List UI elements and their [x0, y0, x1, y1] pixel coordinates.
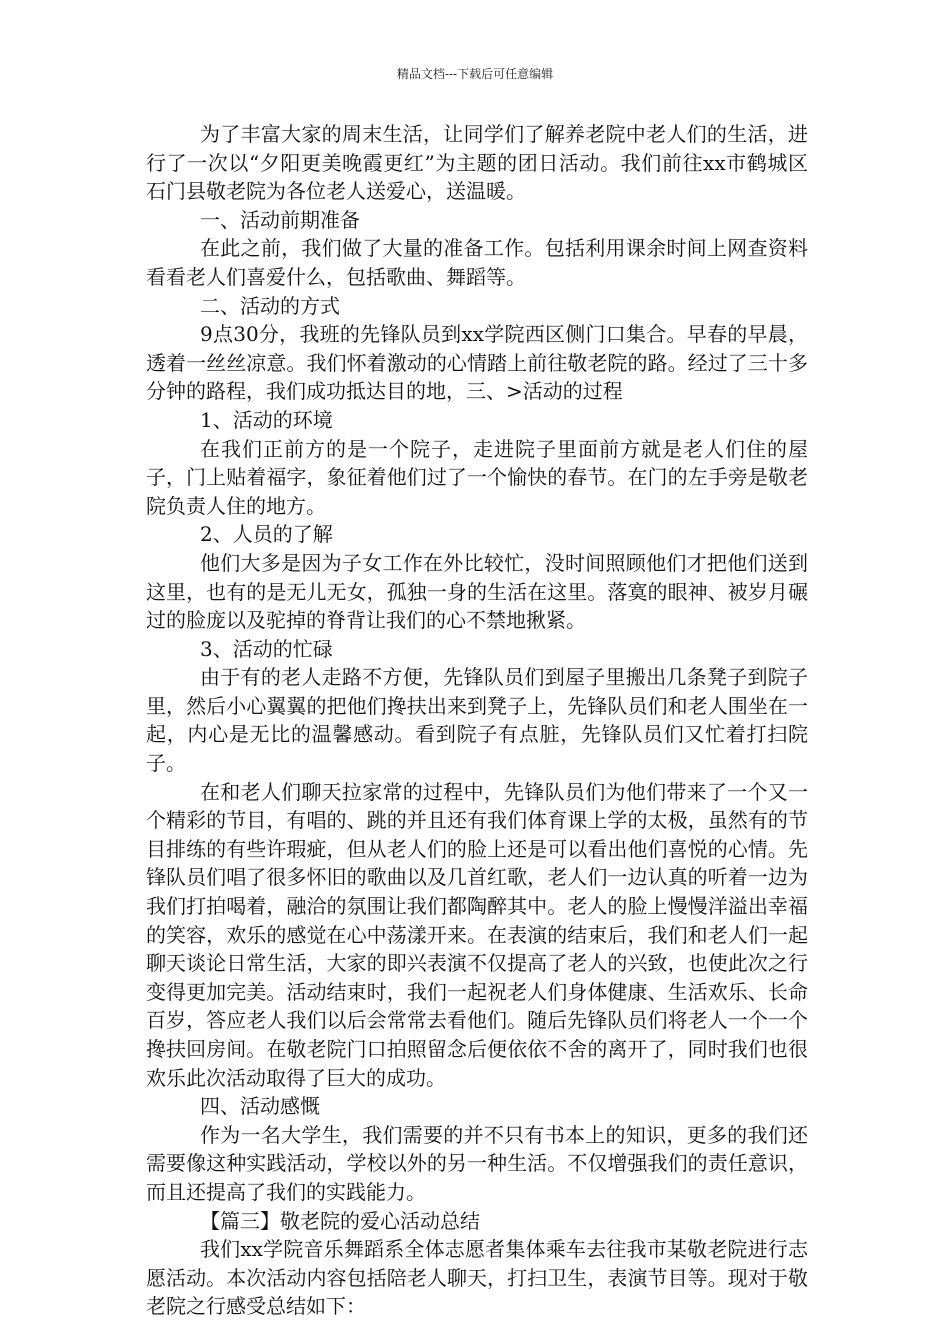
section-heading-method: 二、活动的方式: [200, 293, 340, 318]
section-heading-reflection: 四、活动感慨: [200, 1094, 320, 1119]
page-header: 精品文档---下载后可任意编辑: [396, 67, 554, 81]
document-body: [146, 120, 808, 1321]
subheading-busy: 3、活动的忙碌: [200, 636, 333, 661]
preparation-paragraph: 在此之前，我们做了大量的准备工作。包括利用课余时间上网查资料看看老人们喜爱什么，包括歌曲、舞蹈等。: [146, 236, 808, 289]
reflection-paragraph: 作为一名大学生，我们需要的并不只有书本上的知识，更多的我们还需要像这种实践活动，学校以外的另一种生活。不仅增强我们的责任意识，而且还提高了我们的实践能力。: [146, 1122, 808, 1204]
method-paragraph: 9点30分，我班的先锋队员到xx学院西区侧门口集合。早春的早晨，透着一丝丝凉意。我们怀着激动的心情踏上前往敬老院的路。经过了三十多分钟的路程，我们成功抵达目的地，三、>活动的过程: [146, 322, 808, 404]
busy-paragraph: 由于有的老人走路不方便，先锋队员们到屋子里搬出几条凳子到院子里，然后小心翼翼的把他们搀扶出来到凳子上，先锋队员们和老人围坐在一起，内心是无比的温馨感动。看到院子有点脏，先锋队员们又忙着打扫院子。: [146, 665, 808, 776]
part-three-heading: 【篇三】敬老院的爱心活动总结: [200, 1208, 480, 1233]
section-heading-preparation: 一、活动前期准备: [200, 207, 360, 232]
subheading-environment: 1、活动的环境: [200, 407, 333, 432]
environment-paragraph: 在我们正前方的是一个院子，走进院子里面前方就是老人们住的屋子，门上贴着福字，象征着他们过了一个愉快的春节。在门的左手旁是敬老院负责人住的地方。: [146, 436, 808, 518]
intro-paragraph: 为了丰富大家的周末生活，让同学们了解养老院中老人们的生活，进行了一次以“夕阳更美晚霞更红”为主题的团日活动。我们前往xx市鹤城区石门县敬老院为各位老人送爱心，送温暖。: [146, 122, 808, 204]
people-paragraph: 他们大多是因为子女工作在外比较忙，没时间照顾他们才把他们送到这里，也有的是无儿无女，孤独一身的生活在这里。落寞的眼神、被岁月碾过的脸庞以及驼掉的脊背让我们的心不禁地揪紧。: [146, 550, 808, 633]
performance-paragraph: 在和老人们聊天拉家常的过程中，先锋队员们为他们带来了一个又一个精彩的节目，有唱的、跳的并且还有我们体育课上学的太极，虽然有的节目排练的有些许瑕疵，但从老人们的脸上还是可以看出他们喜悦的心情。先锋队员们唱了很多怀旧的歌曲以及几首红歌，老人们一边认真的听着一边为我们打拍喝着，融洽的氛围让我们都陶醉其中。老人的脸上慢慢洋溢出幸福的笑容，欢乐的感觉在心中荡漾开来。在表演的结束后，我们和老人们一起聊天谈论日常生活，大家的即兴表演不仅提高了老人的兴致，也使此次之行变得更加完美。活动结束时，我们一起祝老人们身体健康、生活欢乐、长命百岁，答应老人我们以后会常常去看他们。随后先锋队员们将老人一个一个搀扶回房间。在敬老院门口拍照留念后便依依不舍的离开了，同时我们也很欢乐此次活动取得了巨大的成功。: [146, 779, 808, 1090]
subheading-people: 2、人员的了解: [200, 522, 333, 547]
part-three-paragraph: 我们xx学院音乐舞蹈系全体志愿者集体乘车去往我市某敬老院进行志愿活动。本次活动内容包括陪老人聊天，打扫卫生，表演节目等。现对于敬老院之行感受总结如下：: [146, 1237, 808, 1319]
